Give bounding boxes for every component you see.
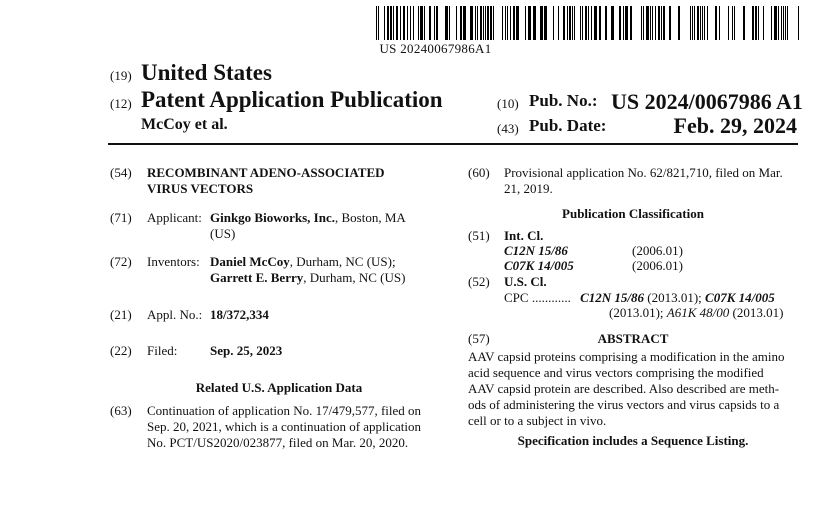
applicant-name: Ginkgo Bioworks, Inc.: [210, 210, 335, 225]
code-51: (51): [468, 228, 490, 243]
code-72: (72): [110, 254, 132, 269]
code-60: (60): [468, 165, 490, 180]
abstract-line-3: AAV capsid protein are described. Also described are meth-: [468, 381, 780, 396]
abstract-line-2: acid sequence and virus vectors comprising the modified: [468, 365, 764, 380]
cpc-class-2: C07K 14/005: [705, 290, 775, 305]
applicant-line-1: [210, 210, 406, 226]
inventor-2-location: , Durham, NC (US): [303, 270, 406, 285]
cpc-class-1: C12N 15/86: [580, 290, 644, 305]
abstract-line-1: AAV capsid proteins comprising a modification in the amino: [468, 349, 785, 364]
filed-label: Filed:: [147, 343, 178, 358]
filed-value: Sep. 25, 2023: [210, 343, 283, 358]
publication-classification-heading: Publication Classification: [562, 206, 704, 221]
applicant-label: Applicant:: [147, 210, 202, 225]
int-cl-date-1: (2006.01): [632, 243, 683, 258]
publication-type: Patent Application Publication: [141, 87, 443, 112]
code-10: (10): [497, 96, 519, 111]
barcode-number: US 20240067986A1: [379, 41, 492, 56]
code-21: (21): [110, 307, 132, 322]
code-52: (52): [468, 274, 490, 289]
cpc-date-3: (2013.01): [732, 305, 784, 320]
int-cl-label: Int. Cl.: [504, 228, 544, 243]
us-cl-label: U.S. Cl.: [504, 274, 547, 289]
continuation-line-2: Sep. 20, 2021, which is a continuation of application: [147, 419, 422, 434]
appl-no-label: Appl. No.:: [147, 307, 203, 322]
cpc-class-3: A61K 48/00: [666, 305, 730, 320]
pub-no-value: US 2024/0067986 A1: [611, 89, 803, 114]
abstract-line-5: cell or to a subject in vivo.: [468, 413, 607, 428]
country-name: United States: [141, 60, 272, 85]
code-71: (71): [110, 210, 132, 225]
header-divider: [108, 143, 798, 145]
pub-date-value: Feb. 29, 2024: [673, 113, 797, 138]
pub-no-label: Pub. No.:: [529, 91, 598, 110]
cpc-line-1: [504, 290, 775, 306]
int-cl-class-2: C07K 14/005: [504, 258, 574, 273]
abstract-line-4: ods of administering the virus vectors and virus capsids to a: [468, 397, 780, 412]
inventor-1-location: , Durham, NC (US);: [289, 254, 396, 269]
related-data-heading: Related U.S. Application Data: [195, 380, 363, 395]
code-22: (22): [110, 343, 132, 358]
cpc-dots: ............: [531, 290, 571, 305]
inventor-2-name: Garrett E. Berry: [210, 270, 304, 285]
code-54: (54): [110, 165, 132, 180]
code-19: (19): [110, 68, 132, 83]
inventor-2: [210, 270, 405, 286]
inventor-1: [210, 254, 396, 270]
barcode-graphic: [376, 6, 806, 40]
continuation-line-1: Continuation of application No. 17/479,577, filed on: [147, 403, 422, 418]
int-cl-class-1: C12N 15/86: [504, 243, 568, 258]
provisional-line-2: 21, 2019.: [504, 181, 553, 196]
code-43: (43): [497, 121, 519, 136]
inventors-label: Inventors:: [147, 254, 200, 269]
cpc-date-2: (2013.01);: [609, 305, 664, 320]
continuation-line-3: No. PCT/US2020/023877, filed on Mar. 20, 2020.: [147, 435, 409, 450]
abstract-heading: ABSTRACT: [597, 331, 669, 346]
cpc-date-1: (2013.01);: [647, 290, 702, 305]
applicant-location: , Boston, MA: [334, 210, 406, 225]
cpc-label: CPC: [504, 290, 529, 305]
pub-date-label: Pub. Date:: [529, 116, 607, 135]
inventor-1-name: Daniel McCoy: [210, 254, 290, 269]
code-63: (63): [110, 403, 132, 418]
title-line-1: RECOMBINANT ADENO-ASSOCIATED: [147, 165, 385, 180]
applicant-short-name: McCoy et al.: [141, 116, 228, 133]
provisional-line-1: Provisional application No. 62/821,710, filed on Mar.: [504, 165, 783, 180]
sequence-listing-note: Specification includes a Sequence Listing.: [517, 433, 749, 448]
code-57: (57): [468, 331, 490, 346]
cpc-line-2: [609, 305, 783, 321]
applicant-country: (US): [210, 226, 236, 241]
int-cl-date-2: (2006.01): [632, 258, 683, 273]
code-12: (12): [110, 96, 132, 111]
appl-no-value: 18/372,334: [210, 307, 269, 322]
title-line-2: VIRUS VECTORS: [147, 181, 254, 196]
